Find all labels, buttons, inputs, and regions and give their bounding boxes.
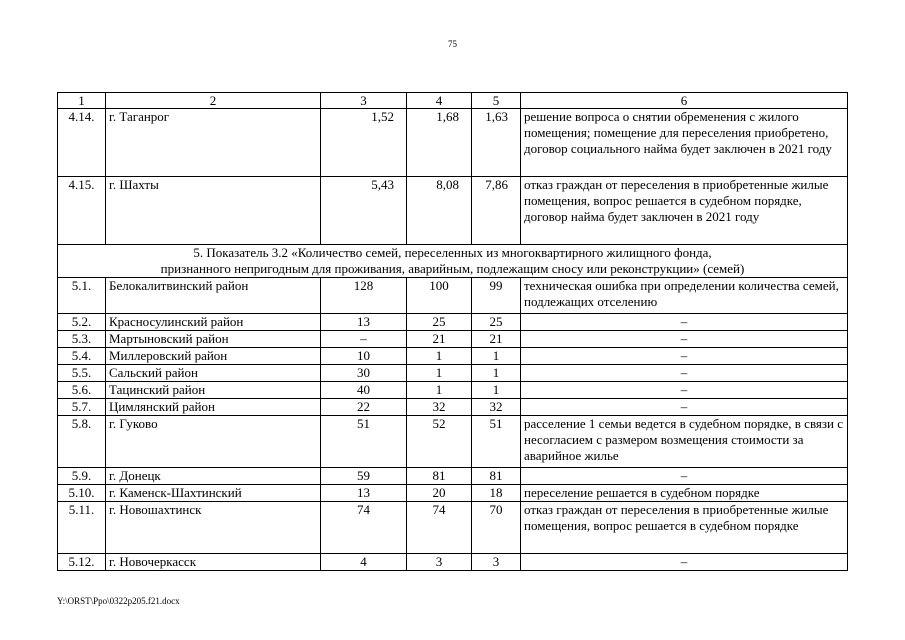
row-note: – — [521, 348, 848, 365]
row-value-5: 1 — [472, 348, 521, 365]
table-row — [58, 314, 848, 331]
table-row — [58, 331, 848, 348]
table-row — [58, 382, 848, 399]
row-number: 5.3. — [58, 331, 106, 348]
row-name: Красносулинский район — [106, 314, 321, 331]
row-value-3: 1,52 — [321, 109, 407, 177]
header-cell: 4 — [407, 93, 472, 109]
row-note: решение вопроса о снятии обременения с жилого помещения; помещение для переселения приобретено, договор социального найма будет заключен в 2021 году — [521, 109, 848, 177]
row-name: г. Донецк — [106, 468, 321, 485]
row-value-3: 13 — [321, 314, 407, 331]
section-heading-row — [58, 245, 848, 278]
row-number: 5.2. — [58, 314, 106, 331]
row-value-3: 22 — [321, 399, 407, 416]
table-row — [58, 365, 848, 382]
row-note: – — [521, 554, 848, 571]
row-value-5: 70 — [472, 502, 521, 554]
row-value-5: 7,86 — [472, 177, 521, 245]
row-note: техническая ошибка при определении количества семей, подлежащих отселению — [521, 278, 848, 314]
row-value-3: 128 — [321, 278, 407, 314]
row-value-5: 32 — [472, 399, 521, 416]
row-value-4: 1 — [407, 382, 472, 399]
row-note: расселение 1 семьи ведется в судебном порядке, в связи с несогласием с размером возмещения стоимости за аварийное жилье — [521, 416, 848, 468]
header-cell: 6 — [521, 93, 848, 109]
row-value-3: – — [321, 331, 407, 348]
row-value-4: 52 — [407, 416, 472, 468]
row-number: 5.12. — [58, 554, 106, 571]
row-number: 4.15. — [58, 177, 106, 245]
row-value-4: 1,68 — [407, 109, 472, 177]
row-value-5: 1 — [472, 382, 521, 399]
row-value-5: 81 — [472, 468, 521, 485]
row-name: Тацинский район — [106, 382, 321, 399]
table-row — [58, 177, 848, 245]
file-path-footer: Y:\ORST\Ppo\0322p205.f21.docx — [57, 596, 180, 606]
table-row — [58, 109, 848, 177]
row-name: Цимлянский район — [106, 399, 321, 416]
row-name: Миллеровский район — [106, 348, 321, 365]
row-note: отказ граждан от переселения в приобретенные жилые помещения, вопрос решается в судебном порядке — [521, 502, 848, 554]
table-row — [58, 468, 848, 485]
header-cell: 5 — [472, 93, 521, 109]
row-value-4: 8,08 — [407, 177, 472, 245]
row-name: Сальский район — [106, 365, 321, 382]
row-value-3: 74 — [321, 502, 407, 554]
row-name: г. Шахты — [106, 177, 321, 245]
page-number: 75 — [448, 39, 457, 49]
row-name: г. Новошахтинск — [106, 502, 321, 554]
report-table — [57, 92, 848, 571]
row-value-5: 51 — [472, 416, 521, 468]
row-number: 5.1. — [58, 278, 106, 314]
table-row — [58, 278, 848, 314]
row-value-3: 59 — [321, 468, 407, 485]
row-name: Белокалитвинский район — [106, 278, 321, 314]
row-value-4: 3 — [407, 554, 472, 571]
row-value-5: 21 — [472, 331, 521, 348]
row-number: 5.8. — [58, 416, 106, 468]
row-number: 5.4. — [58, 348, 106, 365]
header-cell: 2 — [106, 93, 321, 109]
row-value-3: 10 — [321, 348, 407, 365]
row-number: 5.9. — [58, 468, 106, 485]
row-note: – — [521, 365, 848, 382]
table-row — [58, 554, 848, 571]
row-number: 4.14. — [58, 109, 106, 177]
section-heading-line: 5. Показатель 3.2 «Количество семей, переселенных из многоквартирного жилищного фонда, — [193, 245, 712, 260]
row-value-4: 32 — [407, 399, 472, 416]
row-name: Мартыновский район — [106, 331, 321, 348]
section-heading-line: признанного непригодным для проживания, аварийным, подлежащим сносу или реконструкции» (семей) — [160, 261, 745, 276]
row-name: г. Каменск-Шахтинский — [106, 485, 321, 502]
row-value-4: 100 — [407, 278, 472, 314]
row-number: 5.11. — [58, 502, 106, 554]
row-value-5: 99 — [472, 278, 521, 314]
row-number: 5.7. — [58, 399, 106, 416]
table-row — [58, 485, 848, 502]
row-note: – — [521, 468, 848, 485]
row-value-4: 20 — [407, 485, 472, 502]
row-value-5: 25 — [472, 314, 521, 331]
row-value-4: 21 — [407, 331, 472, 348]
section-heading — [58, 245, 848, 278]
row-value-3: 4 — [321, 554, 407, 571]
header-cell: 3 — [321, 93, 407, 109]
row-value-5: 1 — [472, 365, 521, 382]
table-row — [58, 502, 848, 554]
row-note: переселение решается в судебном порядке — [521, 485, 848, 502]
row-value-4: 81 — [407, 468, 472, 485]
row-value-3: 51 — [321, 416, 407, 468]
row-value-4: 25 — [407, 314, 472, 331]
row-number: 5.6. — [58, 382, 106, 399]
row-value-3: 30 — [321, 365, 407, 382]
row-note: отказ граждан от переселения в приобретенные жилые помещения, вопрос решается в судебном порядке, договор найма будет заключен в 2021 году — [521, 177, 848, 245]
row-value-3: 40 — [321, 382, 407, 399]
row-note: – — [521, 314, 848, 331]
header-cell: 1 — [58, 93, 106, 109]
row-name: г. Новочеркасск — [106, 554, 321, 571]
row-value-3: 13 — [321, 485, 407, 502]
table-row — [58, 399, 848, 416]
row-value-3: 5,43 — [321, 177, 407, 245]
row-note: – — [521, 331, 848, 348]
row-value-4: 1 — [407, 365, 472, 382]
row-number: 5.5. — [58, 365, 106, 382]
row-name: г. Гуково — [106, 416, 321, 468]
row-value-4: 74 — [407, 502, 472, 554]
row-value-5: 18 — [472, 485, 521, 502]
row-value-5: 3 — [472, 554, 521, 571]
row-name: г. Таганрог — [106, 109, 321, 177]
table-row — [58, 416, 848, 468]
row-note: – — [521, 382, 848, 399]
row-note: – — [521, 399, 848, 416]
row-value-5: 1,63 — [472, 109, 521, 177]
table-row — [58, 348, 848, 365]
header-row — [58, 93, 848, 109]
row-number: 5.10. — [58, 485, 106, 502]
row-value-4: 1 — [407, 348, 472, 365]
